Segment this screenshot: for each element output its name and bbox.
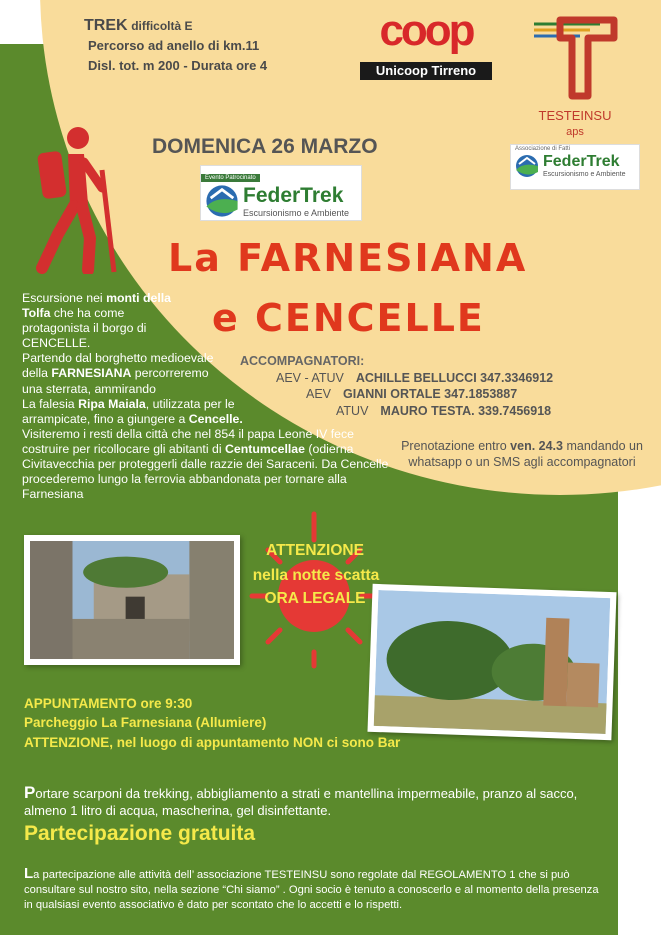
coop-logo [360, 6, 492, 80]
ruins-photo [367, 584, 616, 740]
federtrek-name: FederTrek [543, 153, 620, 170]
regulation-note: La partecipazione alle attività dell’ associazione TESTEINSU sono regolate dal REGOLAMENTO 1 che si può consultare sul nostro sito, nella sezione “Chi siamo” . Ogni socio è tenuto a conoscerlo e al momento della presenza in qualsiasi evento associativo è dato per scontato che lo accetti e lo rispetti. [24, 865, 599, 911]
accompagnatore-row: AEV GIANNI ORTALE 347.1853887 [306, 387, 518, 401]
testeinsu-aps: aps [566, 126, 584, 138]
attention-ora-legale: ORA LEGALE [264, 590, 366, 607]
meeting-place: Parcheggio La Farnesiana (Allumiere) [24, 715, 267, 730]
trek-label: TREK [84, 17, 128, 34]
free-participation: Partecipazione gratuita [24, 822, 256, 845]
booking-info: Prenotazione entro ven. 24.3 mandando un whatsapp o un SMS agli accompagnatori [401, 439, 643, 469]
event-title-line2: e CENCELLE [212, 296, 485, 340]
trek-route: Percorso ad anello di km.11 [88, 38, 260, 53]
federtrek-caption: Associazione di Fatti [515, 146, 571, 152]
federtrek-logo-small [510, 144, 640, 190]
coop-logo-word: coop [379, 6, 473, 55]
village-photo [24, 535, 240, 665]
federtrek-name: FederTrek [243, 184, 344, 207]
federtrek-subtitle: Escursionismo e Ambiente [243, 208, 350, 218]
event-date: DOMENICA 26 MARZO [152, 135, 378, 158]
federtrek-emblem-icon [515, 154, 539, 178]
coop-logo-bar: Unicoop Tirreno [360, 62, 492, 80]
hiker-icon [18, 122, 122, 274]
federtrek-subtitle: Escursionismo e Ambiente [543, 171, 626, 178]
federtrek-logo-patrocinio [200, 165, 362, 221]
testeinsu-name: TESTEINSU [538, 108, 612, 123]
accompagnatori-title: ACCOMPAGNATORI: [240, 354, 365, 368]
meeting-warning: ATTENZIONE, nel luogo di appuntamento NON ci sono Bar [24, 735, 401, 750]
meeting-time: APPUNTAMENTO ore 9:30 [24, 696, 193, 711]
trek-info [84, 16, 267, 76]
attention-title: ATTENZIONE [266, 542, 364, 559]
trek-elevation: Disl. tot. m 200 - Durata ore 4 [88, 58, 268, 73]
federtrek-emblem-icon [205, 184, 239, 218]
federtrek-patrocinio-caption: Evento Patrocinato [201, 174, 260, 182]
trek-difficulty: difficoltà E [131, 19, 193, 33]
event-description: Escursione nei monti della Tolfa che ha come protagonista il borgo di CENCELLE. Partendo dal borghetto medioevale della FARNESIANA percorreremo una sterrata, ammirando La falesia Ripa Maiala, utilizzata per le arrampicate, fino a giungere a Cencelle. Visiteremo i resti della città che nel 854 il papa Leone IV fece costruire per ricollocare gli abitanti di Centumcellae (odierna Civitavecchia per proteggerli dalle razzie dei Saraceni. Da Cencelle procederemo lungo la ferrovia abbandonata per tornare alla Farnesiana [22, 291, 389, 502]
equipment-note: Portare scarponi da trekking, abbigliamento a strati e mantellina impermeabile, pranzo al sacco, almeno 1 litro di acqua, mascherina, gel disinfettante. [24, 783, 578, 818]
accompagnatore-row: AEV - ATUV ACHILLE BELLUCCI 347.3346912 [276, 371, 554, 385]
attention-line: nella notte scatta [252, 567, 380, 584]
accompagnatore-row: ATUV MAURO TESTA. 339.7456918 [336, 404, 552, 418]
event-title-line1: La FARNESIANA [168, 236, 528, 280]
